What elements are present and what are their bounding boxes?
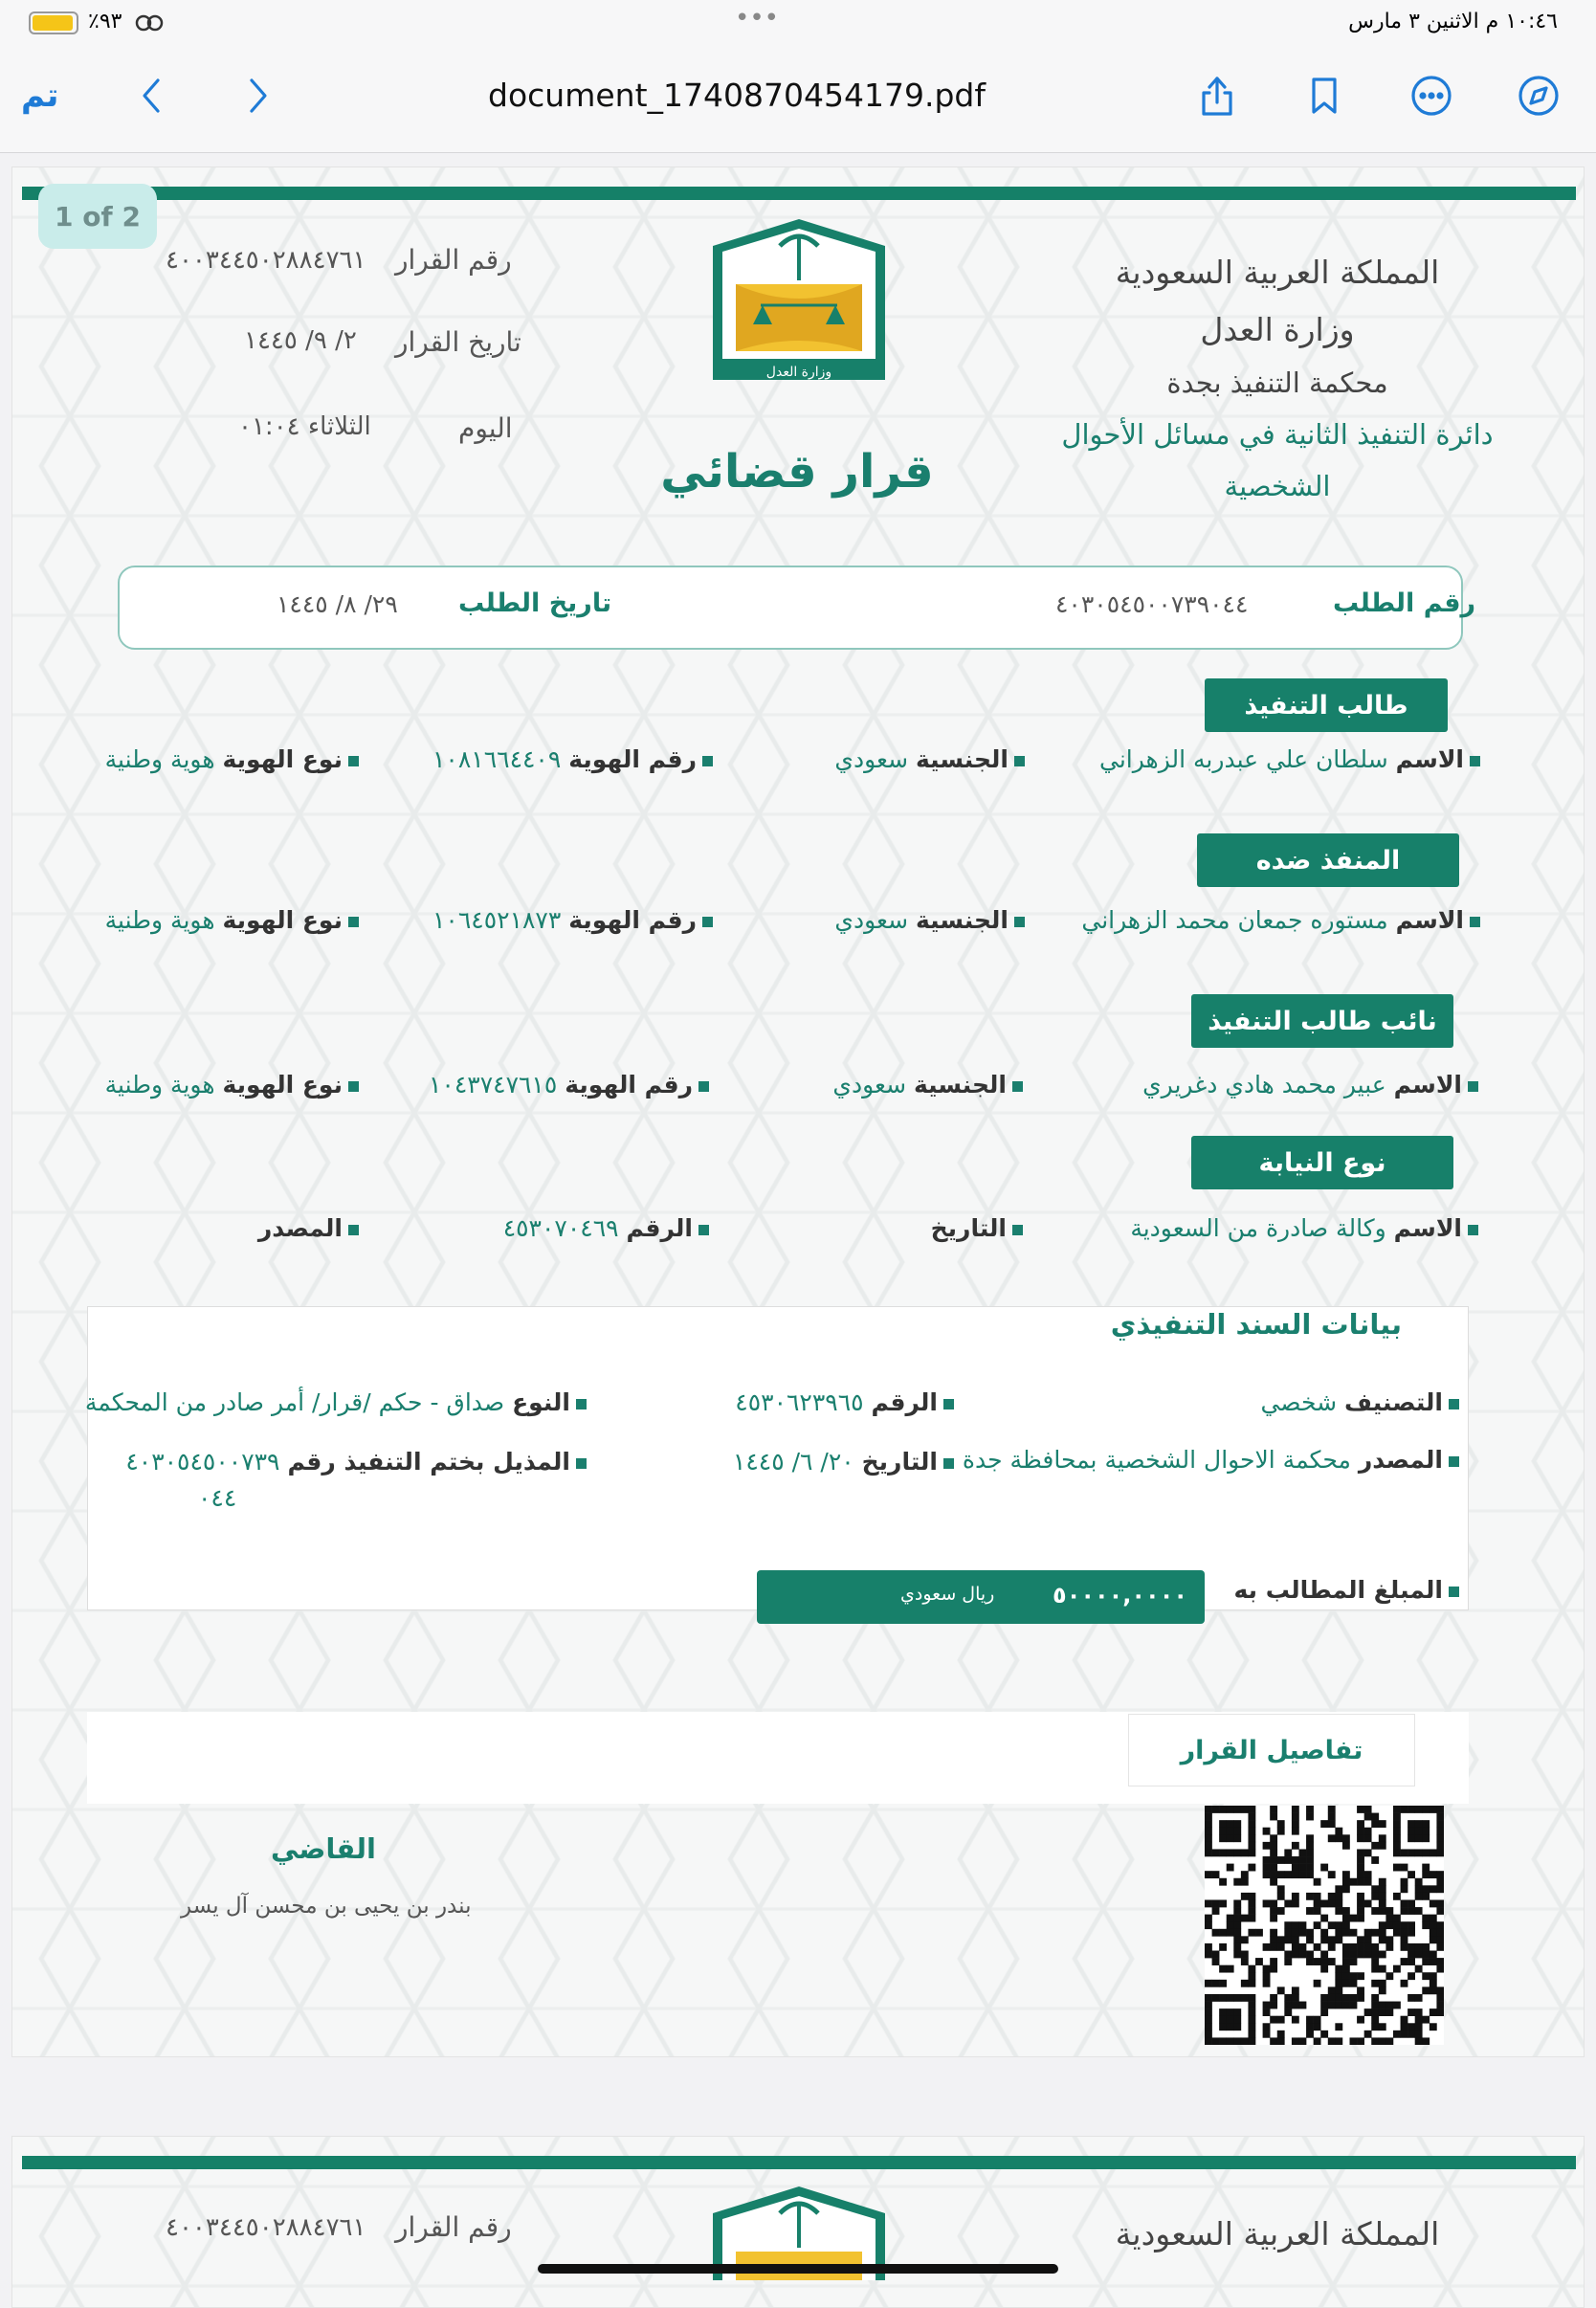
done-button[interactable]: تم: [21, 77, 59, 115]
judge-title: القاضي: [271, 1832, 376, 1865]
top-band-2: [22, 2156, 1576, 2169]
share-icon[interactable]: [1190, 69, 1244, 122]
amount-currency: ريال سعودي: [900, 1584, 995, 1605]
court-name: محكمة التنفيذ بجدة: [1166, 366, 1388, 399]
decision-number-value-2: ٤٠٠٣٤٤٥٠٢٨٨٤٧٦١: [166, 2213, 366, 2242]
instrument-date: التاريخ ٢٠/ ٦/ ١٤٤٥: [733, 1448, 954, 1476]
status-bar: [0, 0, 1596, 48]
section-deputy-title: نائب طالب التنفيذ: [1191, 994, 1453, 1048]
decision-title: قرار قضائي: [660, 445, 934, 499]
request-date-label: تاريخ الطلب: [458, 588, 612, 618]
battery-icon: [29, 11, 78, 34]
battery-percent: ٪٩٣: [88, 10, 122, 33]
deputy-id-type: نوع الهوية هوية وطنية: [105, 1071, 359, 1099]
decision-date-value: ٢/ ٩/ ١٤٤٥: [244, 326, 357, 355]
multitask-dots[interactable]: •••: [735, 4, 780, 33]
instrument-source: المصدر محكمة الاحوال الشخصية بمحافظة جدة: [963, 1446, 1459, 1474]
judge-name: بندر بن يحيى بن محسن آل يسر: [181, 1894, 472, 1919]
chevron-right-icon[interactable]: [232, 69, 285, 122]
section-applicant-title: طالب التنفيذ: [1205, 678, 1448, 732]
ministry-logo-text: وزارة العدل: [765, 365, 832, 380]
amount-value: ٥٠٠٠٠,٠٠٠٠: [1053, 1582, 1187, 1609]
representation-date: التاريخ: [931, 1214, 1023, 1242]
respondent-id-number: رقم الهوية ١٠٦٤٥٢١٨٧٣: [432, 906, 713, 934]
decision-number-label-2: رقم القرار: [395, 2211, 512, 2243]
compass-icon[interactable]: [1512, 69, 1565, 122]
bookmark-icon[interactable]: [1297, 69, 1351, 122]
link-icon: [134, 13, 165, 33]
respondent-id-type: نوع الهوية هوية وطنية: [105, 906, 359, 934]
respondent-nationality: الجنسية سعودي: [834, 906, 1025, 934]
section-representation-title: نوع النيابة: [1191, 1136, 1453, 1189]
request-number-value: ٤٠٣٠٥٤٥٠٠٧٣٩٠٤٤: [1055, 590, 1249, 618]
page-indicator: 1 of 2: [38, 184, 157, 249]
applicant-id-number: رقم الهوية ١٠٨١٦٦٤٤٠٩: [432, 745, 713, 773]
respondent-name: الاسم مستوره جمعان محمد الزهراني: [1081, 906, 1480, 934]
more-icon[interactable]: [1405, 69, 1458, 122]
decision-number-value: ٤٠٠٣٤٤٥٠٢٨٨٤٧٦١: [166, 246, 366, 275]
representation-number: الرقم ٤٥٣٠٧٠٤٦٩: [503, 1214, 709, 1242]
decision-date-label: تاريخ القرار: [395, 326, 521, 358]
decision-number-label: رقم القرار: [395, 244, 512, 276]
instrument-seal-line-2: ٠٤٤: [198, 1484, 237, 1512]
day-label: اليوم: [458, 412, 513, 444]
kingdom-name: المملكة العربية السعودية: [1115, 254, 1440, 291]
deputy-nationality: الجنسية سعودي: [832, 1071, 1023, 1099]
day-value: الثلاثاء ٠١:٠٤: [238, 412, 371, 441]
instrument-title: بيانات السند التنفيذي: [1110, 1308, 1402, 1341]
instrument-classification: التصنيف شخصي: [1260, 1388, 1459, 1416]
chevron-left-icon[interactable]: [124, 69, 178, 122]
department-line-2: الشخصية: [1224, 470, 1331, 502]
decision-details-title: تفاصيل القرار: [1128, 1714, 1415, 1786]
ministry-logo: [703, 217, 895, 382]
section-respondent-title: المنفذ ضده: [1197, 833, 1459, 887]
amount-label-row: المبلغ المطالب به: [1234, 1576, 1459, 1604]
instrument-type: النوع صداق - حكم /قرار/ أمر صادر من المحكمة: [85, 1388, 587, 1416]
applicant-name: الاسم سلطان علي عبدربه الزهراني: [1099, 745, 1480, 773]
applicant-nationality: الجنسية سعودي: [834, 745, 1025, 773]
request-date-value: ٢٩/ ٨/ ١٤٤٥: [277, 590, 398, 618]
document-title: document_1740870454179.pdf: [488, 77, 986, 114]
instrument-seal: المذيل بختم التنفيذ رقم ٤٠٣٠٥٤٥٠٠٧٣٩: [125, 1448, 587, 1476]
pdf-page-1: [11, 166, 1585, 2057]
top-band: [22, 187, 1576, 200]
representation-source: المصدر: [258, 1214, 359, 1242]
kingdom-name-2: المملكة العربية السعودية: [1115, 2215, 1440, 2253]
representation-name: الاسم وكالة صادرة من السعودية: [1130, 1214, 1478, 1242]
home-indicator[interactable]: [538, 2264, 1058, 2274]
deputy-name: الاسم عبير محمد هادي دغريري: [1142, 1071, 1478, 1099]
applicant-id-type: نوع الهوية هوية وطنية: [105, 745, 359, 773]
qr-code[interactable]: [1205, 1806, 1444, 2045]
pdf-page-2: [11, 2136, 1585, 2308]
instrument-number: الرقم ٤٥٣٠٦٢٣٩٦٥: [735, 1388, 954, 1416]
department-line-1: دائرة التنفيذ الثانية في مسائل الأحوال: [1061, 418, 1494, 451]
request-number-label: رقم الطلب: [1333, 588, 1476, 618]
deputy-id-number: رقم الهوية ١٠٤٣٧٤٧٦١٥: [429, 1071, 709, 1099]
ministry-name: وزارة العدل: [1200, 311, 1355, 348]
amount-box: [757, 1570, 1205, 1624]
status-time-date: ١٠:٤٦ م الاثنين ٣ مارس: [1348, 10, 1558, 33]
